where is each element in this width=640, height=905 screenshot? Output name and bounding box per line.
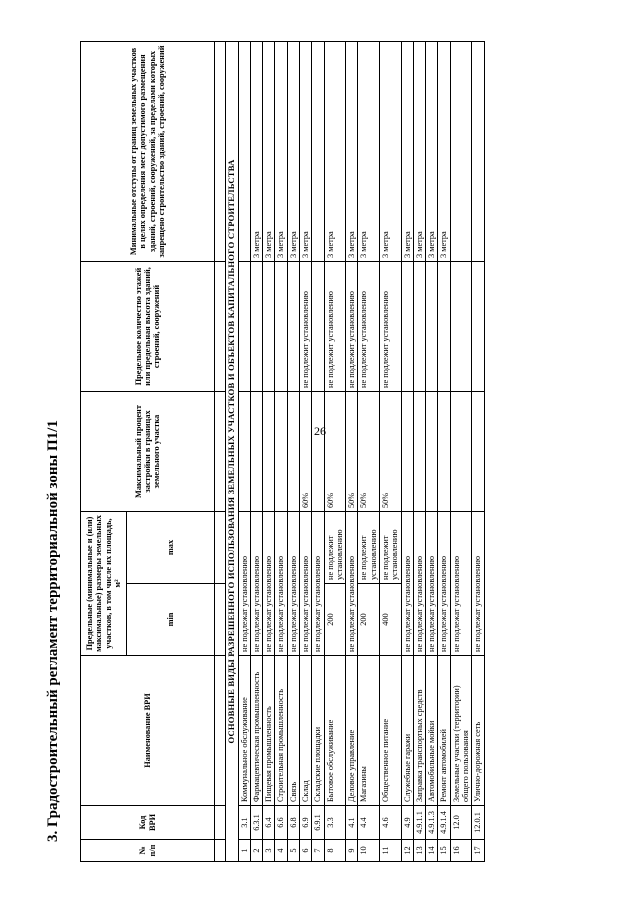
row-number: 6 [300,840,312,862]
row-floors [450,262,472,392]
row-name: Склад [300,656,312,806]
row-floors: не подлежит установлению [324,262,346,392]
row-sizes: не подлежат установлению [426,512,438,656]
row-percent [413,392,425,512]
row-percent [426,392,438,512]
page-title: 3. Градостроительный регламент территориальной зоны П1/1 [45,420,61,842]
header-name: Наименование ВРИ [81,656,215,806]
row-percent [472,392,484,512]
row-setback: 3 метра [250,42,262,262]
row-floors [413,262,425,392]
row-floors: не подлежит установлению [380,262,402,392]
row-name: Связь [287,656,299,806]
row-max: не подлежит установлению [324,512,346,584]
table-body [226,42,485,862]
row-percent: 50% [346,392,358,512]
row-floors: не подлежит установлению [346,262,358,392]
row-code: 4.9 [401,806,413,840]
row-floors [250,262,262,392]
row-number: 11 [380,840,402,862]
row-floors [438,262,450,392]
row-setback: 3 метра [324,42,346,262]
row-percent [450,392,472,512]
row-name: Пищевая промышленность [263,656,275,806]
row-percent: 60% [324,392,346,512]
row-floors [275,262,287,392]
row-setback: 3 метра [401,42,413,262]
row-percent [263,392,275,512]
table-row [380,42,402,862]
row-sizes: не подлежат установлению [275,512,287,656]
row-setback: 3 метра [413,42,425,262]
row-setback: 3 метра [263,42,275,262]
row-percent [401,392,413,512]
row-setback: 3 метра [438,42,450,262]
row-sizes: не подлежат установлению [312,512,324,656]
row-max: не подлежит установлению [358,512,380,584]
row-number: 8 [324,840,346,862]
table-row [472,42,484,862]
row-code: 4.9.1.1 [413,806,425,840]
row-floors: не подлежит установлению [300,262,312,392]
row-percent [250,392,262,512]
row-sizes: не подлежат установлению [250,512,262,656]
table-row [250,42,262,862]
row-number: 4 [275,840,287,862]
header-percent: Максимальный процент застройки в границах земельного участка [81,392,215,512]
row-name: Автомобильные мойки [426,656,438,806]
row-floors [401,262,413,392]
row-setback [472,42,484,262]
row-min: 400 [380,584,402,656]
row-code: 6.8 [287,806,299,840]
row-code: 4.1 [346,806,358,840]
row-sizes: не подлежат установлению [287,512,299,656]
row-code: 4.4 [358,806,380,840]
row-percent: 50% [358,392,380,512]
table-row [346,42,358,862]
row-number: 7 [312,840,324,862]
table-row [263,42,275,862]
row-setback [450,42,472,262]
row-name: Складские площадки [312,656,324,806]
row-code: 6.4 [263,806,275,840]
rotated-content [40,42,600,862]
row-number: 12 [401,840,413,862]
row-max: не подлежит установлению [380,512,402,584]
row-floors [238,262,250,392]
table-row [401,42,413,862]
row-code: 12.0.1 [472,806,484,840]
row-sizes: не подлежат установлению [438,512,450,656]
row-min: 200 [324,584,346,656]
row-setback [238,42,250,262]
row-code: 12.0 [450,806,472,840]
row-sizes: не подлежат установлению [346,512,358,656]
row-code: 4.9.1.3 [426,806,438,840]
page-number: 26 [314,424,326,438]
row-number: 5 [287,840,299,862]
row-setback: 3 метра [380,42,402,262]
header-num: № п/п [81,840,215,862]
table-row [358,42,380,862]
header-setback: Минимальные отступы от границ земельных участков в целях определения мест допустимого размещения зданий, строений, сооружений, за пределами которых запрещено строительство зданий, строений, сооружений [81,42,215,262]
row-number: 9 [346,840,358,862]
row-setback [312,42,324,262]
row-floors [472,262,484,392]
row-percent: 50% [380,392,402,512]
row-name: Земельные участки (территории) общего пользования [450,656,472,806]
row-name: Бытовое обслуживание [324,656,346,806]
row-percent [287,392,299,512]
row-floors [312,262,324,392]
row-number: 1 [238,840,250,862]
row-number: 15 [438,840,450,862]
table-row [300,42,312,862]
row-sizes: не подлежат установлению [413,512,425,656]
row-percent [438,392,450,512]
row-name: Заправка транспортных средств [413,656,425,806]
row-code: 6.3.1 [250,806,262,840]
row-code: 6.9 [300,806,312,840]
table-row [287,42,299,862]
row-sizes: не подлежат установлению [300,512,312,656]
row-floors: не подлежит установлению [358,262,380,392]
row-percent [312,392,324,512]
row-code: 3.3 [324,806,346,840]
row-percent [238,392,250,512]
row-code: 6.9.1 [312,806,324,840]
row-percent: 60% [300,392,312,512]
header-sizes: Предельные (минимальные и (или) максимальные) размеры земельных участков, в том числе их площадь, м² [81,512,127,656]
row-number: 17 [472,840,484,862]
row-sizes: не подлежат установлению [263,512,275,656]
row-floors [287,262,299,392]
row-name: Служебные гаражи [401,656,413,806]
row-setback: 3 метра [275,42,287,262]
row-number: 2 [250,840,262,862]
row-setback: 3 метра [300,42,312,262]
row-name: Деловое управление [346,656,358,806]
row-setback: 3 метра [358,42,380,262]
row-code: 4.9.1.4 [438,806,450,840]
row-setback: 3 метра [346,42,358,262]
row-number: 16 [450,840,472,862]
table-row [426,42,438,862]
row-setback: 3 метра [287,42,299,262]
section-heading: ОСНОВНЫЕ ВИДЫ РАЗРЕШЕННОГО ИСПОЛЬЗОВАНИЯ ЗЕМЕЛЬНЫХ УЧАСТКОВ И ОБЪЕКТОВ КАПИТАЛЬНОГО СТРОИТЕЛЬСТВА [226,42,239,862]
row-sizes: не подлежат установлению [472,512,484,656]
row-number: 10 [358,840,380,862]
row-number: 13 [413,840,425,862]
row-setback: 3 метра [426,42,438,262]
table-row [312,42,324,862]
row-sizes: не подлежат установлению [450,512,472,656]
table-row [450,42,472,862]
table-row [275,42,287,862]
row-name: Общественное питание [380,656,402,806]
table-row [238,42,250,862]
row-name: Фармацевтическая промышленность [250,656,262,806]
header-max: max [127,512,215,584]
row-number: 3 [263,840,275,862]
row-code: 6.6 [275,806,287,840]
row-name: Строительная промышленность [275,656,287,806]
row-code: 3.1 [238,806,250,840]
row-floors [263,262,275,392]
row-name: Улично-дорожная сеть [472,656,484,806]
header-min: min [127,584,215,656]
row-code: 4.6 [380,806,402,840]
row-name: Ремонт автомобилей [438,656,450,806]
row-floors [426,262,438,392]
row-sizes: не подлежат установлению [401,512,413,656]
row-name: Коммунальное обслуживание [238,656,250,806]
regulations-table [80,41,485,862]
header-code: Код ВРИ [81,806,215,840]
row-number: 14 [426,840,438,862]
row-name: Магазины [358,656,380,806]
table-row [413,42,425,862]
row-min: 200 [358,584,380,656]
table-row [324,42,346,862]
row-sizes: не подлежат установлению [238,512,250,656]
header-floors: Предельное количество этажей или предельная высота зданий, строений, сооружений [81,262,215,392]
row-percent [275,392,287,512]
table-row [438,42,450,862]
